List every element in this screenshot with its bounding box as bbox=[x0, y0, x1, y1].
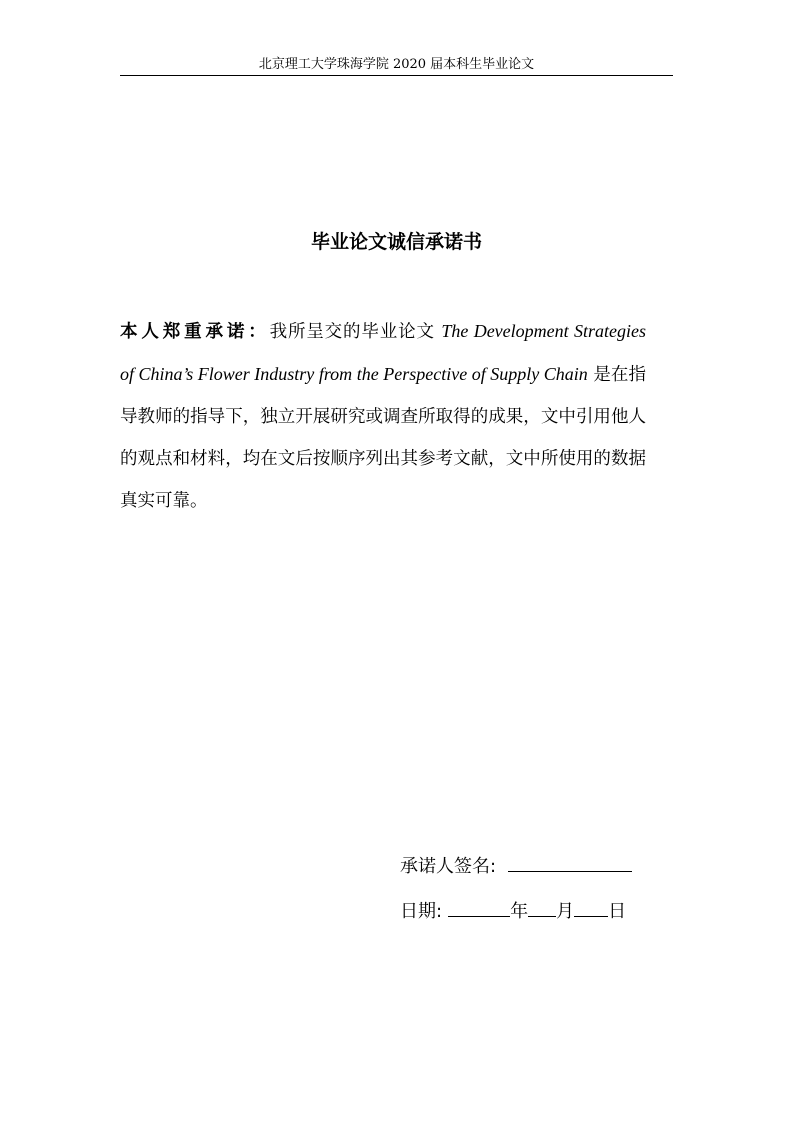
month-field[interactable] bbox=[528, 896, 556, 917]
date-row bbox=[400, 896, 626, 925]
document-title: 毕业论文诚信承诺书 bbox=[310, 231, 482, 253]
year-field[interactable] bbox=[448, 896, 510, 917]
day-unit: 日 bbox=[608, 901, 627, 922]
day-field[interactable] bbox=[574, 896, 608, 917]
running-header: 北京理工大学珠海学院 2020 届本科生毕业论文 bbox=[258, 57, 535, 72]
signature-field[interactable] bbox=[508, 851, 632, 872]
month-unit: 月 bbox=[556, 901, 575, 922]
thesis-title: The Development Strategies of China’s Flower Industry from the Perspective of Supply Chain bbox=[120, 321, 647, 384]
pledge-statement: 是在指导教师的指导下，独立开展研究或调查所取得的成果，文中引用他人的观点和材料，均在文后按顺序列出其参考文献，文中所使用的数据真实可靠。 bbox=[120, 365, 646, 511]
signature-label: 承诺人签名: bbox=[400, 856, 497, 877]
pledge-intro: 我所呈交的毕业论文 bbox=[269, 322, 442, 342]
date-label: 日期: bbox=[400, 901, 443, 922]
year-unit: 年 bbox=[510, 901, 529, 922]
pledge-lead: 本人郑重承诺： bbox=[120, 322, 270, 342]
pledge-paragraph bbox=[120, 310, 646, 522]
header-divider bbox=[120, 75, 673, 76]
signature-row bbox=[400, 851, 632, 880]
